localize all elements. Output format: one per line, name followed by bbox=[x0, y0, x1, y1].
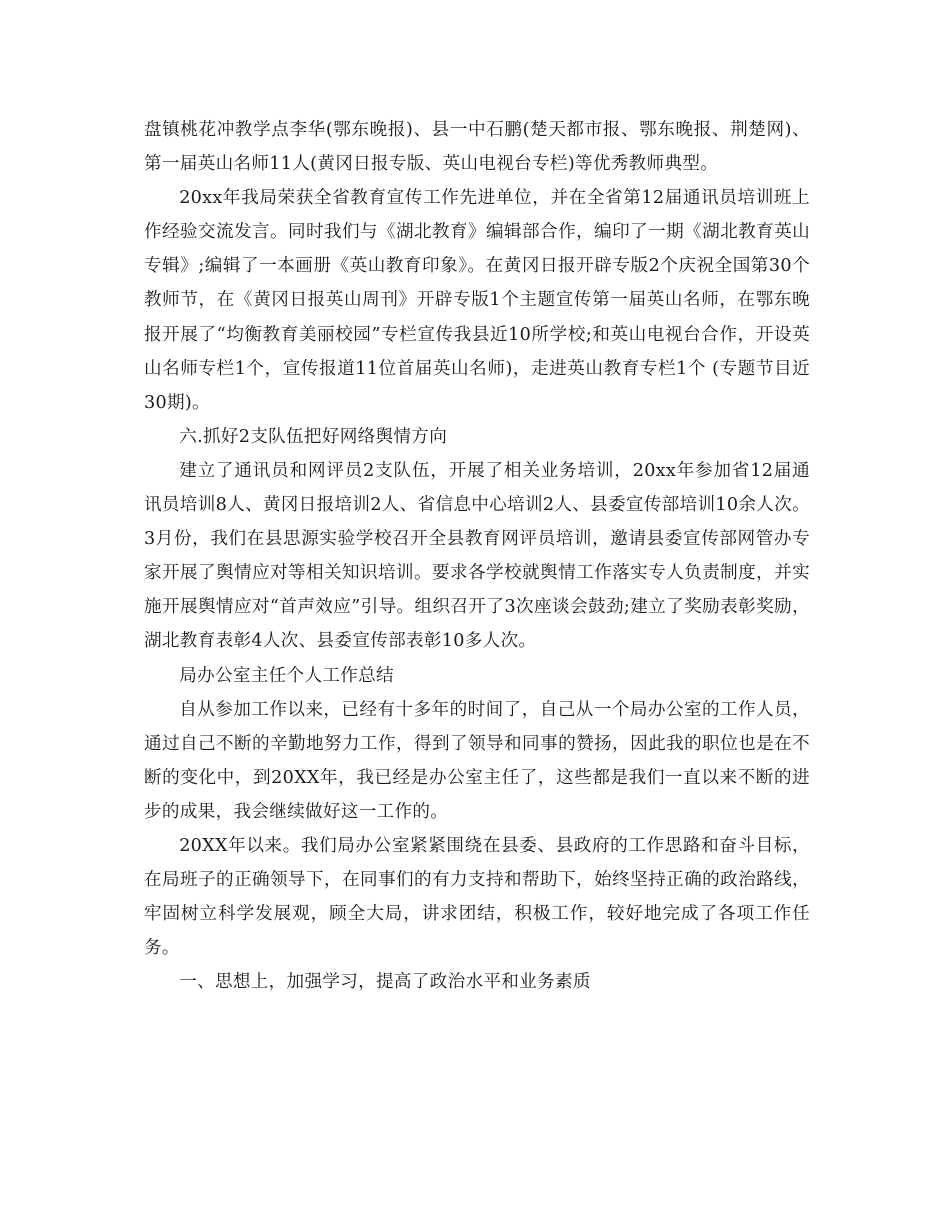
section-heading-one: 一、思想上，加强学习，提高了政治水平和业务素质 bbox=[179, 972, 591, 993]
paragraph-team-building: 建立了通讯员和网评员2支队伍，开展了相关业务培训，20xx年参加省12届通讯员培训8人、黄冈日报培训2人、省信息中心培训2人、县委宣传部培训10余人次。3月份，我们在县思源实验学校召开全县教育网评员培训，邀请县委宣传部网管办专家开展了舆情应对等相关知识培训。要求各学校就舆情工作落实专人负责制度，并实施开展舆情应对“首声效应”引导。组织召开了3次座谈会鼓劲;建立了奖励表彰奖励，湖北教育表彰4人次、县委宣传部表彰10多人次。 bbox=[144, 460, 810, 652]
paragraph-career-intro: 自从参加工作以来，已经有十多年的时间了，自己从一个局办公室的工作人员，通过自己不断的辛勤地努力工作，得到了领导和同事的赞扬，因此我的职位也是在不断的变化中，到20XX年，我已经是办公室主任了，这些都是我们一直以来不断的进步的成果，我会继续做好这一工作的。 bbox=[144, 699, 810, 822]
section-heading-six: 六.抓好2支队伍把好网络舆情方向 bbox=[179, 426, 448, 447]
paragraph-year-overview: 20XX年以来。我们局办公室紧紧围绕在县委、县政府的工作思路和奋斗目标，在局班子的正确领导下，在同事们的有力支持和帮助下，始终坚持正确的政治路线，牢固树立科学发展观，顾全大局，讲求团结，积极工作，较好地完成了各项工作任务。 bbox=[144, 835, 810, 959]
document-body bbox=[144, 113, 810, 999]
paragraph-publicity-achievements: 20xx年我局荣获全省教育宣传工作先进单位，并在全省第12届通讯员培训班上作经验交流发言。同时我们与《湖北教育》编辑部合作，编印了一期《湖北教育英山专辑》;编辑了一本画册《英山教育印象》。在黄冈日报开辟专版2个庆祝全国第30个教师节，在《黄冈日报英山周刊》开辟专版1个主题宣传第一届英山名师，在鄂东晚报开展了“均衡教育美丽校园”专栏宣传我县近10所学校;和英山电视台合作，开设英山名师专栏1个，宣传报道11位首届英山名师)，走进英山教育专栏1个 (专题节目近30期)。 bbox=[144, 188, 810, 413]
paragraph-continued: 盘镇桃花冲教学点李华(鄂东晚报)、县一中石鹏(楚天都市报、鄂东晚报、荆楚网)、第一届英山名师11人(黄冈日报专版、英山电视台专栏)等优秀教师典型。 bbox=[144, 120, 810, 175]
document-title-summary: 局办公室主任个人工作总结 bbox=[179, 665, 394, 686]
